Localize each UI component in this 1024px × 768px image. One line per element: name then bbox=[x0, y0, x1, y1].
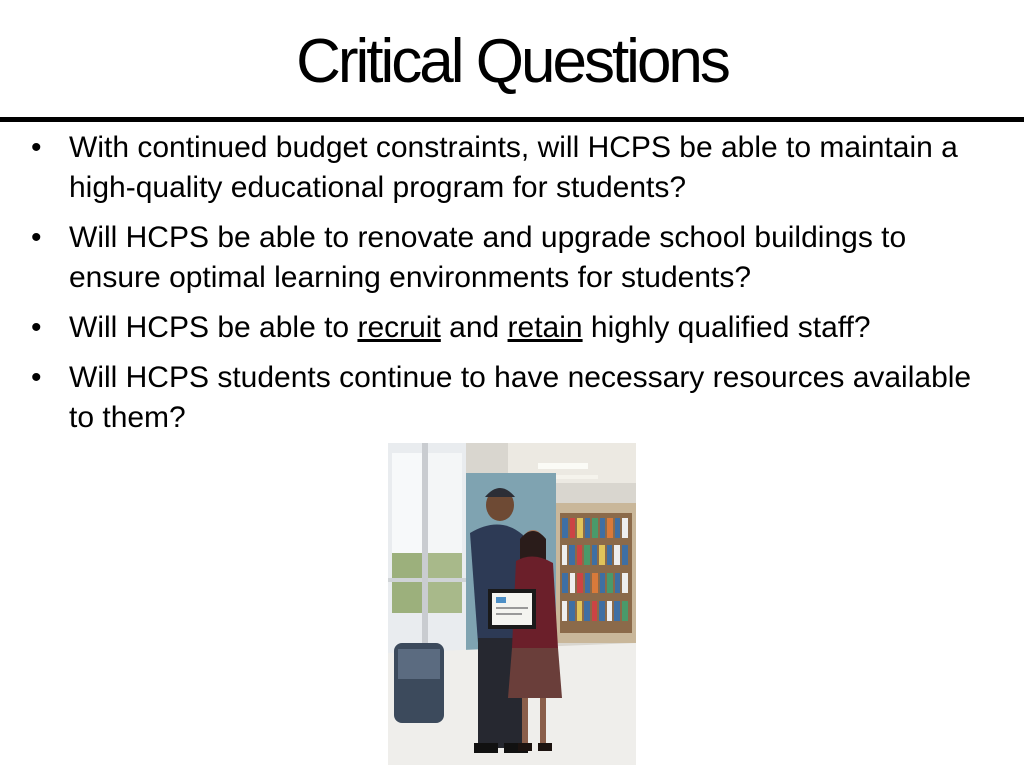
recruit-underlined: recruit bbox=[357, 311, 441, 344]
slide-title: Critical Questions bbox=[296, 27, 728, 96]
bullet-text-part: highly qualified staff? bbox=[582, 311, 871, 344]
bullet-marker: • bbox=[31, 311, 42, 344]
bullet-item-buildings bbox=[28, 218, 1003, 298]
bullet-text-part: Will HCPS be able to bbox=[69, 311, 358, 344]
bullet-marker: • bbox=[31, 221, 42, 254]
bullet-text: Will HCPS be able to renovate and upgrade school buildings to ensure optimal learning environments for students? bbox=[69, 221, 907, 294]
bullet-item-staff bbox=[28, 308, 1003, 348]
retain-underlined: retain bbox=[507, 311, 583, 344]
award-photo-illustration bbox=[388, 443, 636, 765]
bullet-list bbox=[28, 128, 1003, 448]
bullet-text-part: and bbox=[440, 311, 508, 344]
bullet-text: With continued budget constraints, will HCPS be able to maintain a high-quality educational program for students? bbox=[69, 131, 958, 204]
bullet-marker: • bbox=[31, 361, 42, 394]
award-photo bbox=[388, 443, 636, 765]
bullet-text: Will HCPS students continue to have necessary resources available to them? bbox=[69, 361, 972, 434]
bullet-item-resources bbox=[28, 358, 1003, 438]
bullet-item-budget bbox=[28, 128, 1003, 208]
title-divider bbox=[0, 117, 1024, 122]
bullet-marker: • bbox=[31, 131, 42, 164]
